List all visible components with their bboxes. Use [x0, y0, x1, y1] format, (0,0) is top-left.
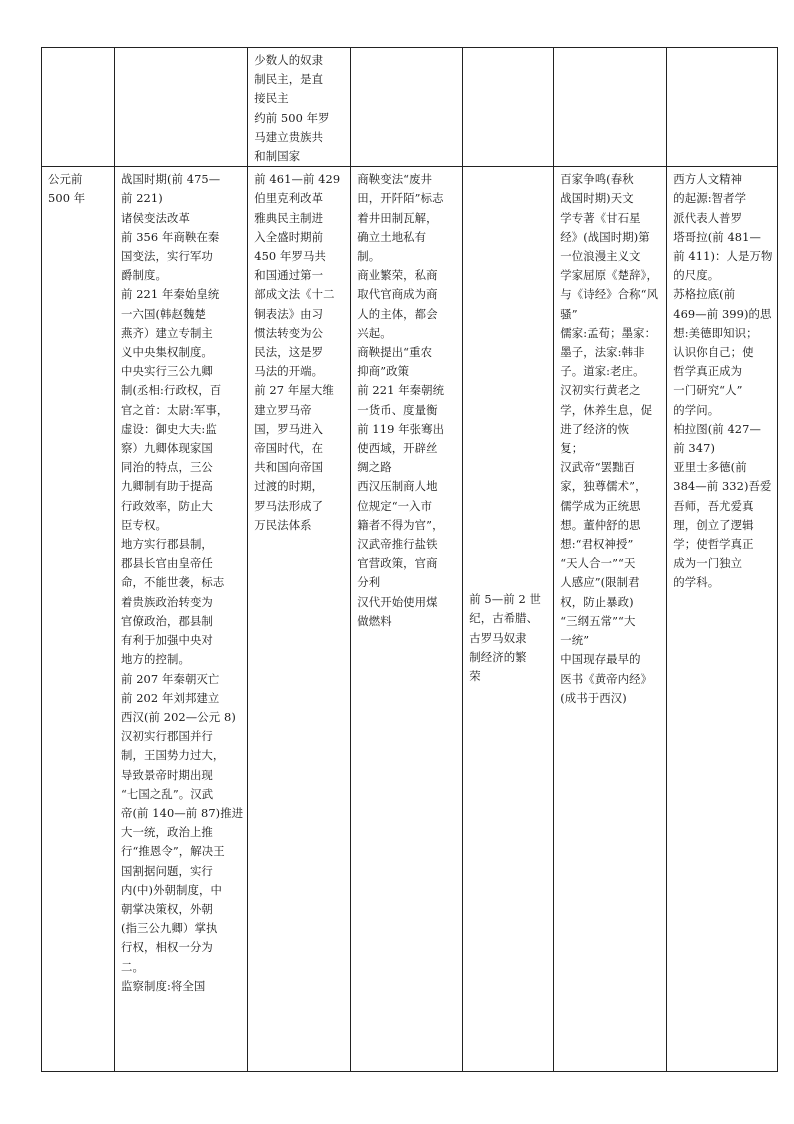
text-line: 一门研究“人” — [673, 383, 743, 398]
text-line: 想:“君权神授” — [560, 537, 634, 552]
spacer — [469, 170, 549, 590]
west-economy-text — [469, 590, 549, 686]
text-line: 雅典民主制进 — [254, 210, 324, 225]
text-line: 派代表人普罗 — [673, 210, 743, 225]
text-line: 的尺度。 — [673, 268, 720, 283]
text-line: 共和国向帝国 — [254, 460, 324, 475]
text-line: 制(丞相:行政权，百 — [121, 383, 222, 398]
text-line: 450 年罗马共 — [254, 249, 326, 264]
table-cell-china-politics — [115, 167, 248, 1072]
text-line: 汉初实行郡国并行 — [121, 729, 213, 744]
text-line: (指三公九卿）掌执 — [121, 921, 218, 936]
text-line: 使西域，开辟丝 — [357, 441, 438, 456]
text-line: 学，休养生息，促 — [560, 402, 653, 417]
text-line: 384—前 332)吾爱 — [673, 479, 772, 494]
text-line: 前 202 年刘邦建立 — [121, 690, 220, 705]
text-line: 官营政策，官商 — [357, 556, 438, 571]
text-line: 哲学真正成为 — [673, 364, 743, 379]
text-line: 的起源:智者学 — [673, 191, 747, 206]
text-line: 抑商”政策 — [357, 364, 410, 379]
text-line: 臣专权。 — [121, 517, 167, 532]
text-line: 商鞅提出“重农 — [357, 345, 433, 360]
text-line: 罗马法形成了 — [254, 498, 324, 513]
text-line: 和国通过第一 — [254, 268, 324, 283]
text-line: 义中央集权制度。 — [121, 345, 213, 360]
text-line: 前 27 年屋大维 — [254, 383, 334, 398]
text-line: 家，独尊儒术”， — [560, 479, 647, 494]
text-line: 前 356 年商鞅在秦 — [121, 229, 220, 244]
table-cell-west-politics — [248, 48, 351, 167]
text-line: 成为一门独立 — [673, 556, 743, 571]
text-line: 国，罗马进入 — [254, 421, 324, 436]
text-line: “七国之乱”。汉武 — [121, 786, 214, 801]
table-row — [42, 167, 778, 1072]
text-line: 马法的开端。 — [254, 364, 324, 379]
text-line: 地方的控制。 — [121, 652, 190, 667]
text-line: 前 207 年秦朝灭亡 — [121, 671, 220, 686]
text-line: 吾师，吾尤爱真 — [673, 498, 754, 513]
text-line: 战国时期(前 475— — [121, 172, 221, 187]
text-line: 儒学成为正统思 — [560, 498, 641, 513]
text-line: 中央实行三公九卿 — [121, 364, 213, 379]
text-line: 制，王国势力过大， — [121, 748, 225, 763]
text-line: 帝国时代，在 — [254, 441, 324, 456]
table-cell-china-culture — [554, 48, 667, 167]
text-line: 伯里克利改革 — [254, 191, 324, 206]
text-line: 爵制度。 — [121, 268, 167, 283]
text-line: 前 119 年张骞出 — [357, 421, 445, 436]
text-line: 公元前 — [48, 172, 83, 187]
text-line: 复； — [560, 441, 584, 456]
text-line: 制。 — [357, 249, 381, 264]
text-line: 行权，相权一分为 — [121, 940, 213, 955]
table-cell-west-politics — [248, 167, 351, 1072]
text-line: 骚” — [560, 306, 578, 321]
text-line: 入全盛时期前 — [254, 229, 324, 244]
text-line: 朝掌决策权，外朝 — [121, 901, 213, 916]
text-line: 帝(前 140—前 87)推进 — [121, 805, 244, 820]
text-line: 诸侯变法改革 — [121, 210, 190, 225]
text-line: 约前 500 年罗 — [254, 110, 330, 125]
text-line: 学；使哲学真正 — [673, 537, 754, 552]
table-cell-china-culture — [554, 167, 667, 1072]
text-line: 兴起。 — [357, 325, 392, 340]
text-line: 铜表法》由习 — [254, 306, 324, 321]
text-line: 认识你自己；使 — [673, 345, 754, 360]
text-line: 古罗马奴隶 — [469, 630, 527, 645]
text-line: 制经济的繁 — [469, 649, 527, 664]
text-line: 学家屈原《楚辞》， — [560, 268, 658, 283]
text-line: 与《诗经》合称“风 — [560, 287, 659, 302]
text-line: 籍者不得为官”， — [357, 517, 444, 532]
text-line: 柏拉图(前 427— — [673, 421, 761, 436]
text-line: 着贵族政治转变为 — [121, 594, 213, 609]
table-cell-china-economy — [351, 48, 463, 167]
table-cell-west-economy — [463, 167, 554, 1072]
text-line: 取代官商成为商 — [357, 287, 438, 302]
text-line: (成书于西汉) — [560, 690, 627, 705]
text-line: 战国时期)天文 — [560, 191, 634, 206]
text-line: 郡县长官由皇帝任 — [121, 556, 213, 571]
text-line: 同治的特点，三公 — [121, 460, 213, 475]
text-line: 大一统，政治上推 — [121, 825, 213, 840]
table-cell-period — [42, 167, 115, 1072]
text-line: 子。道家:老庄。 — [560, 364, 645, 379]
text-line: 前 5—前 2 世 — [469, 592, 542, 607]
text-line: 进了经济的恢 — [560, 421, 630, 436]
text-line: 二。 — [121, 959, 144, 974]
text-line: 西汉(前 202—公元 8) — [121, 709, 236, 724]
text-line: 少数人的奴隶 — [254, 53, 324, 67]
text-line: 惯法转变为公 — [254, 325, 324, 340]
text-line: 百家争鸣(春秋 — [560, 172, 634, 187]
text-line: 民法，这是罗 — [254, 345, 324, 360]
table-row — [42, 48, 778, 167]
text-line: 469—前 399)的思 — [673, 306, 772, 321]
text-line: “三纲五常”“大 — [560, 613, 636, 628]
text-line: 做燃料 — [357, 613, 392, 628]
text-line: 500 年 — [48, 191, 86, 206]
text-line: 想。董仲舒的思 — [560, 517, 641, 532]
text-line: 前 221) — [121, 191, 163, 206]
text-line: 理，创立了逻辑 — [673, 517, 754, 532]
text-line: 前 221 年秦始皇统 — [121, 287, 220, 302]
text-line: 虚设：御史大夫:监 — [121, 421, 217, 436]
text-line: 儒家:孟荀；墨家： — [560, 325, 657, 340]
text-line: 导致景帝时期出现 — [121, 767, 213, 782]
text-line: 国割据问题，实行 — [121, 863, 213, 878]
text-line: 西汉压制商人地 — [357, 479, 438, 494]
text-line: 接民主 — [254, 91, 289, 106]
text-line: 制民主，是直 — [254, 72, 324, 87]
history-comparison-table — [41, 47, 778, 1072]
text-line: 一位浪漫主义文 — [560, 249, 641, 264]
text-line: 内(中)外朝制度，中 — [121, 882, 223, 897]
text-line: 九卿制有助于提高 — [121, 479, 213, 494]
text-line: 苏格拉底(前 — [673, 287, 736, 302]
text-line: 医书《黄帝内经》 — [560, 671, 653, 686]
text-line: 部成文法《十二 — [254, 287, 335, 302]
text-line: 着井田制瓦解， — [357, 210, 438, 225]
table-cell-west-culture — [667, 167, 778, 1072]
text-line: 分利 — [357, 575, 381, 590]
text-line: 权，防止暴政) — [560, 594, 634, 609]
text-line: 前 461—前 429 — [254, 172, 341, 187]
text-line: 地方实行郡县制， — [121, 537, 213, 552]
text-line: 西方人文精神 — [673, 172, 743, 187]
text-line: 的学问。 — [673, 402, 720, 417]
text-line: 塔哥拉(前 481— — [673, 229, 761, 244]
text-line: 一六国(韩赵魏楚 — [121, 306, 206, 321]
text-line: 燕齐）建立专制主 — [121, 325, 213, 340]
text-line: 建立罗马帝 — [254, 402, 312, 417]
text-line: 前 411)：人是万物 — [673, 249, 773, 264]
text-line: 纪，古希腊、 — [469, 611, 539, 626]
text-line: 汉武帝推行盐铁 — [357, 537, 438, 552]
text-line: 经》(战国时期)第 — [560, 229, 650, 244]
text-line: 墨子，法家:韩非 — [560, 345, 645, 360]
table-cell-west-culture — [667, 48, 778, 167]
text-line: 确立土地私有 — [357, 229, 427, 244]
text-line: 商鞅变法“废井 — [357, 172, 433, 187]
text-line: 商业繁荣，私商 — [357, 268, 438, 283]
text-line: 监察制度:将全国 — [121, 978, 206, 993]
text-line: 一货币、度量衡 — [357, 402, 438, 417]
text-line: 官之首：太尉:军事， — [121, 402, 229, 417]
table-cell-china-economy — [351, 167, 463, 1072]
text-line: 汉代开始使用煤 — [357, 594, 438, 609]
text-line: 马建立贵族共 — [254, 129, 324, 144]
text-line: 位规定“一入市 — [357, 498, 433, 513]
text-line: 田，开阡陌”标志 — [357, 191, 444, 206]
text-line: 一统” — [560, 633, 590, 648]
text-line: 汉初实行黄老之 — [560, 383, 641, 398]
table-cell-china-politics — [115, 48, 248, 167]
text-line: 官僚政治，郡县制 — [121, 613, 213, 628]
text-line: 万民法体系 — [254, 517, 312, 532]
text-line: 绸之路 — [357, 460, 392, 475]
text-line: 前 347) — [673, 441, 716, 456]
text-line: 中国现存最早的 — [560, 652, 641, 667]
text-line: 过渡的时期， — [254, 479, 324, 494]
text-line: 国变法，实行军功 — [121, 249, 213, 264]
text-line: 学专著《甘石星 — [560, 210, 641, 225]
text-line: 汉武帝“罢黜百 — [560, 460, 636, 475]
table-cell-period — [42, 48, 115, 167]
text-line: “天人合一”“天 — [560, 556, 636, 571]
text-line: 察）九卿体现家国 — [121, 441, 213, 456]
text-line: 的学科。 — [673, 575, 720, 590]
text-line: 行“推恩令”，解决王 — [121, 844, 225, 859]
text-line: 前 221 年秦朝统 — [357, 383, 445, 398]
text-line: 想:美德即知识； — [673, 325, 758, 340]
text-line: 人的主体，都会 — [357, 306, 438, 321]
text-line: 命，不能世袭，标志 — [121, 575, 225, 590]
text-line: 行政效率，防止大 — [121, 498, 213, 513]
text-line: 荣 — [469, 669, 481, 684]
text-line: 和制国家 — [254, 149, 301, 164]
text-line: 有利于加强中央对 — [121, 633, 213, 648]
table-cell-west-economy — [463, 48, 554, 167]
text-line: 人感应”(限制君 — [560, 575, 640, 590]
text-line: 亚里士多德(前 — [673, 460, 747, 475]
